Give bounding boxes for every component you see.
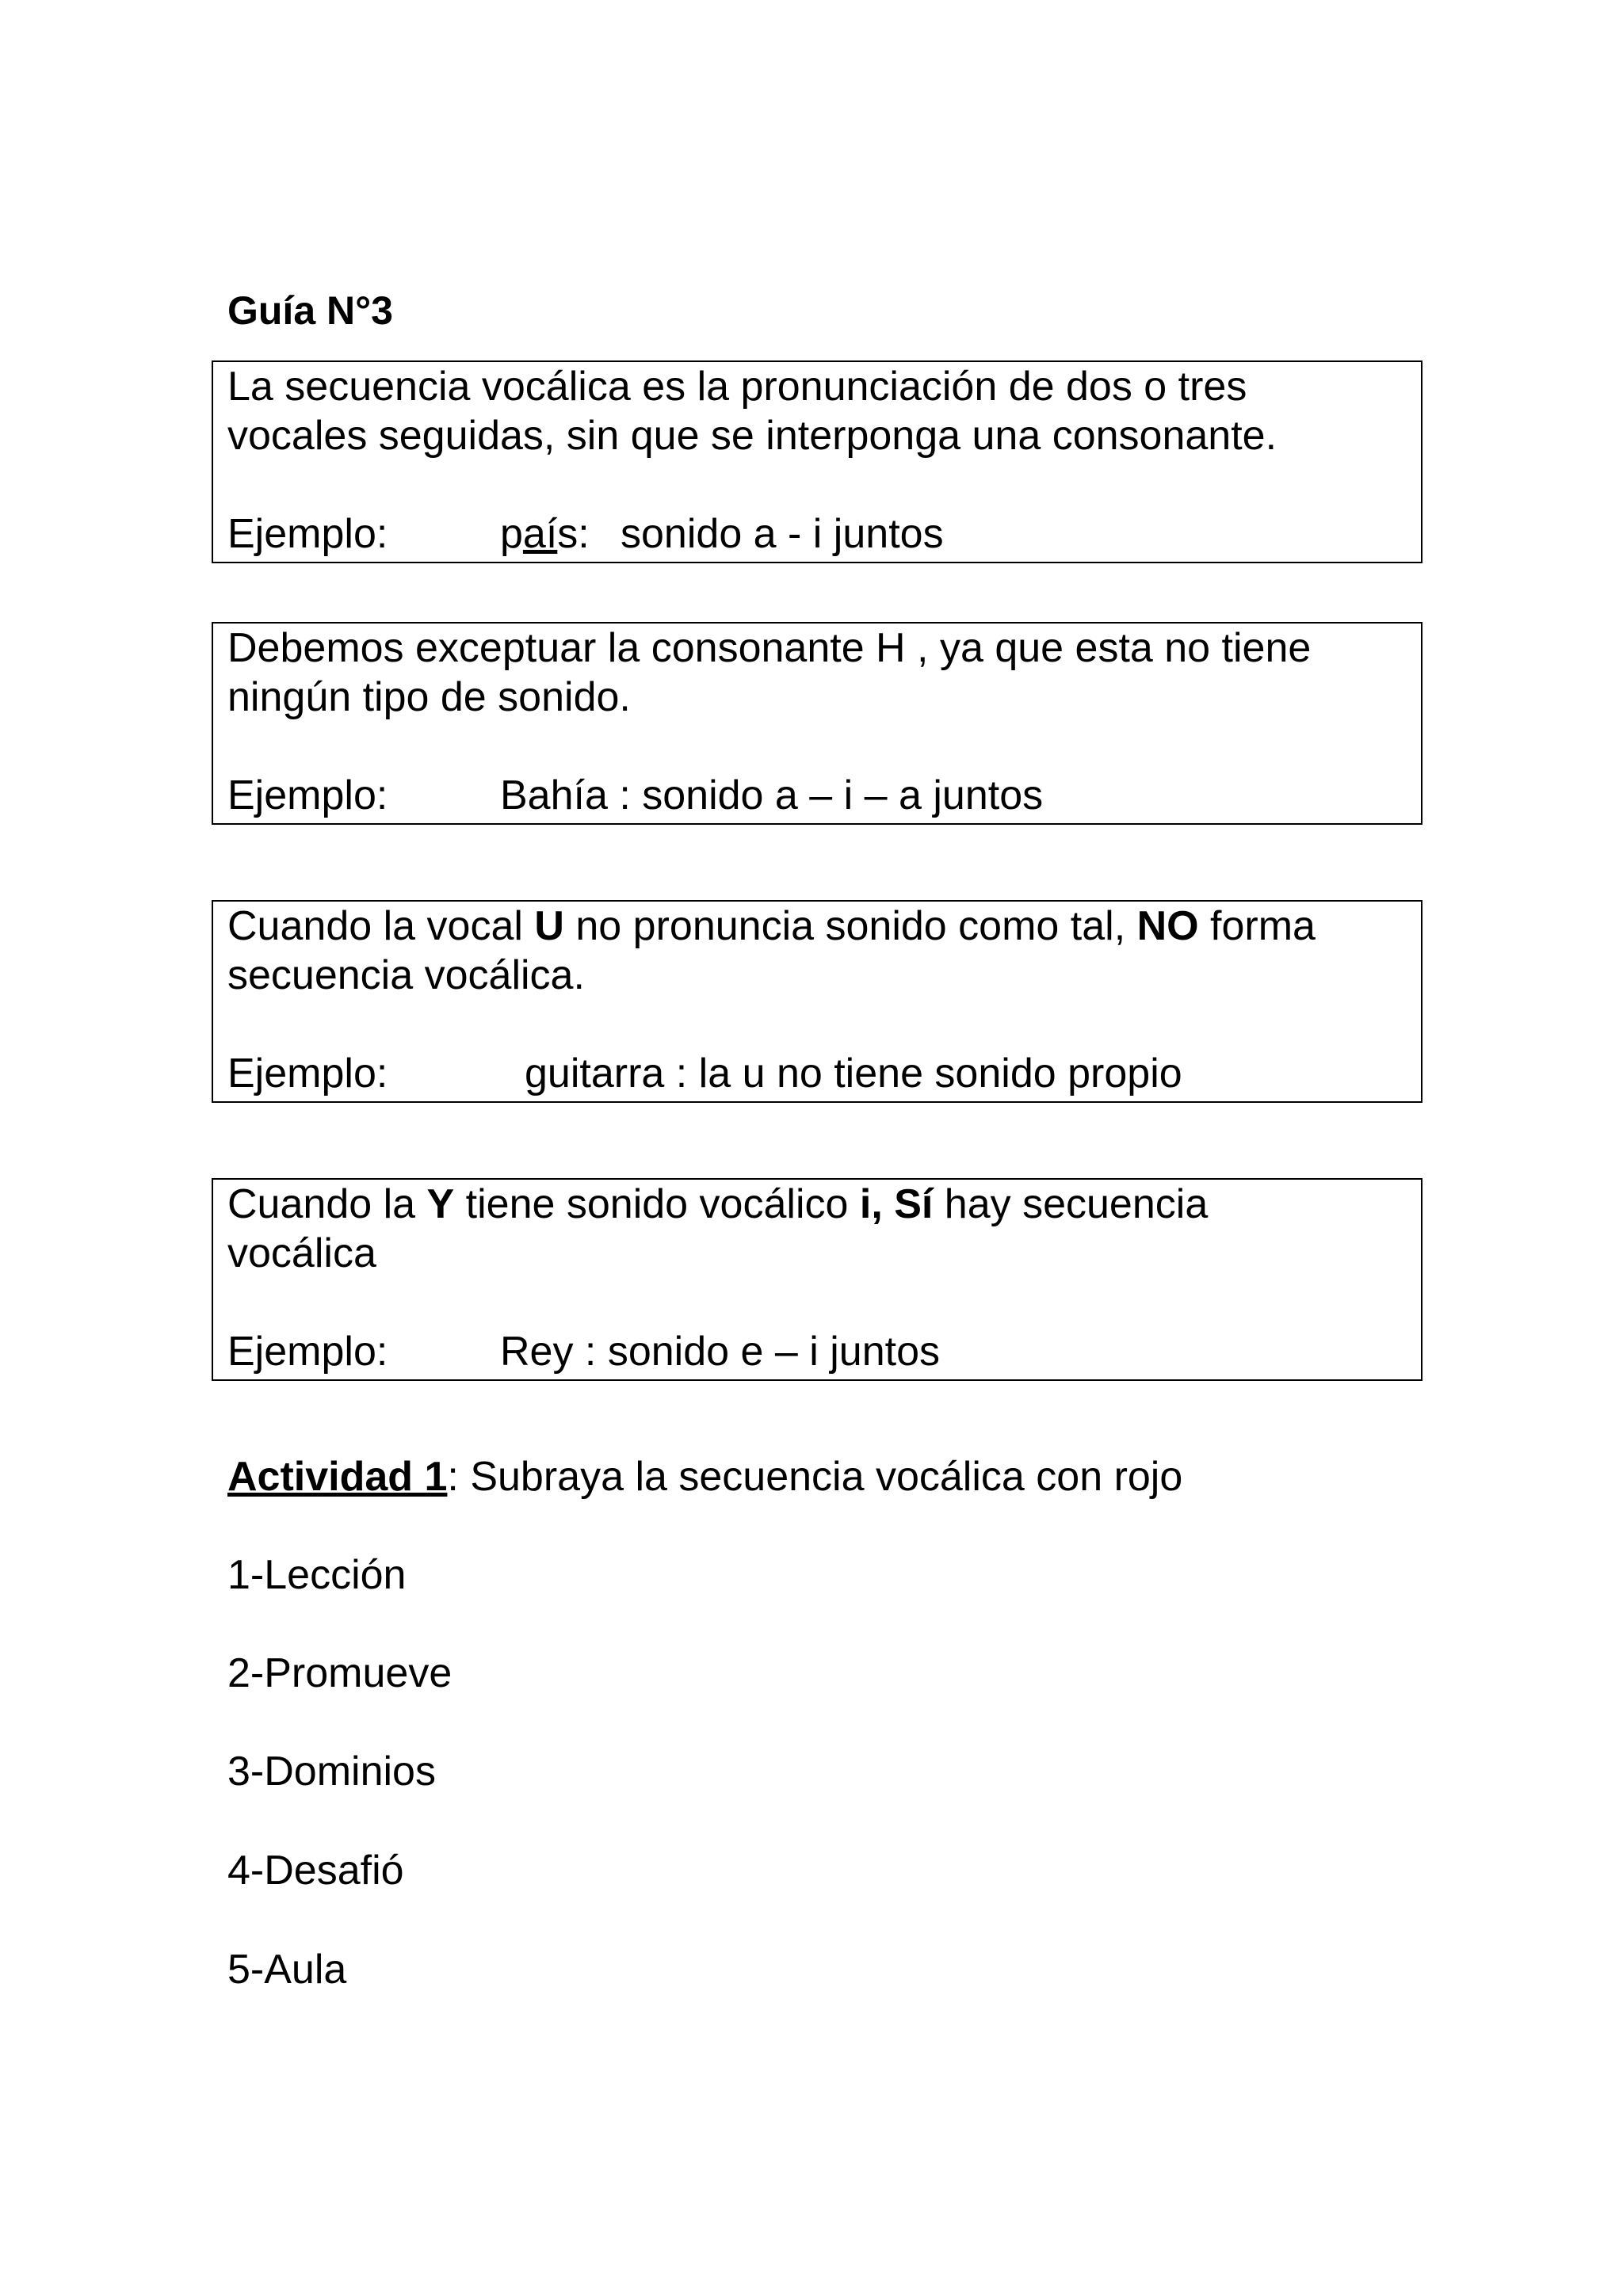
list-item: 2-Promueve [227,1650,453,1696]
letter-y-box [212,1178,1423,1381]
vowel-u-box [212,900,1423,1103]
example-word-part: s: [557,511,590,557]
example-word-underlined: aí [522,511,558,557]
activity-heading [227,1452,1182,1501]
example-label: Ejemplo: [227,1051,388,1097]
box-line: ningún tipo de sonido. [227,674,631,720]
box-text [227,624,1421,722]
text-run: Cuando la vocal [227,903,535,949]
example-word [500,509,590,559]
example-row [227,1049,1182,1098]
example-label: Ejemplo: [227,1329,388,1375]
example-row [227,771,1044,820]
box-text [227,1180,1421,1278]
example-label: Ejemplo: [227,772,388,818]
list-item: 1-Lección [227,1552,407,1598]
activity-instruction: : Subraya la secuencia vocálica con rojo [447,1454,1183,1500]
example-text: Bahía : sonido a – i – a juntos [500,772,1044,818]
box-text [227,902,1421,1000]
box-line: secuencia vocálica. [227,952,585,998]
bold-text: i, Sí [859,1181,934,1227]
box-line: vocálica [227,1230,376,1276]
activity-label: Actividad 1 [227,1454,448,1500]
example-word-part: p [500,511,523,557]
box-line: La secuencia vocálica es la pronunciación de dos o tres [227,364,1247,410]
box-line [227,902,1421,951]
page-title: Guía N°3 [227,288,393,333]
example-text: sonido a - i juntos [621,511,944,557]
text-run: no pronuncia sonido como tal, [563,903,1137,949]
example-text: guitarra : la u no tiene sonido propio [525,1051,1182,1097]
list-item: 3-Dominios [227,1749,436,1794]
list-item: 5-Aula [227,1947,347,1993]
box-line [227,1180,1421,1229]
bold-text: NO [1136,903,1199,949]
text-run: tiene sonido vocálico [454,1181,860,1227]
box-line: vocales seguidas, sin que se interponga una consonante. [227,413,1277,459]
text-run: hay secuencia [933,1181,1209,1227]
example-label: Ejemplo: [227,511,388,557]
example-text: Rey : sonido e – i juntos [500,1329,940,1375]
text-run: forma [1198,903,1316,949]
bold-text: Y [426,1181,455,1227]
box-text [227,362,1421,460]
exception-box [212,622,1423,825]
list-item: 4-Desafió [227,1848,404,1894]
box-line: Debemos exceptuar la consonante H , ya que esta no tiene [227,625,1312,671]
text-run: Cuando la [227,1181,427,1227]
definition-box [212,360,1423,563]
bold-text: U [534,903,564,949]
example-row [227,509,944,559]
example-row [227,1327,940,1376]
